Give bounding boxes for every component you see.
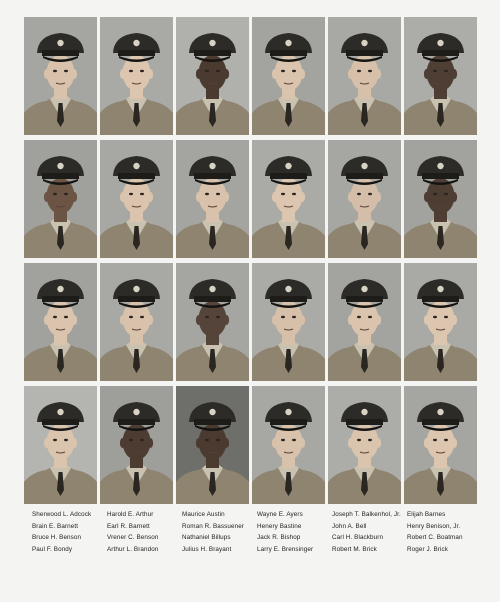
cap-insignia-icon [133, 40, 139, 46]
soldier-portrait-photo [252, 386, 325, 504]
eye-left [53, 70, 57, 72]
eye-right [368, 316, 372, 318]
portrait-image [252, 386, 325, 504]
portrait-image [404, 386, 477, 504]
ear-right [452, 315, 457, 325]
soldier-portrait-photo [100, 263, 173, 381]
cap-band [118, 296, 155, 302]
soldier-portrait-photo [24, 263, 97, 381]
eye-left [281, 316, 285, 318]
ear-right [224, 192, 229, 202]
ear-right [224, 69, 229, 79]
cap-band [118, 50, 155, 56]
cap-insignia-icon [133, 286, 139, 292]
ear-right [300, 192, 305, 202]
ear-left [196, 315, 201, 325]
cap-band [42, 173, 79, 179]
portrait-image [176, 263, 249, 381]
ear-left [424, 438, 429, 448]
ear-right [224, 315, 229, 325]
soldier-portrait-photo [404, 140, 477, 258]
cap-insignia-icon [133, 163, 139, 169]
ear-right [72, 69, 77, 79]
portrait-image [328, 386, 401, 504]
soldier-portrait-photo [24, 140, 97, 258]
caption-name: Paul F. Bondy [32, 545, 73, 553]
cap-band [270, 173, 307, 179]
cap-insignia-icon [285, 40, 291, 46]
ear-left [272, 438, 277, 448]
portrait-image [176, 386, 249, 504]
ear-left [272, 69, 277, 79]
caption-column-3 [182, 510, 257, 554]
ear-left [196, 192, 201, 202]
eye-left [433, 316, 437, 318]
ear-left [424, 69, 429, 79]
ear-left [44, 315, 49, 325]
cap-insignia-icon [437, 409, 443, 415]
ear-right [452, 438, 457, 448]
caption-name: Robert M. Brick [332, 545, 377, 553]
eye-left [357, 70, 361, 72]
caption-name: Sherwood L. Adcock [32, 511, 92, 518]
cap-insignia-icon [285, 163, 291, 169]
cap-band [194, 419, 231, 425]
soldier-portrait-photo [328, 386, 401, 504]
portrait-image [176, 140, 249, 258]
caption-name: Carl H. Blackburn [332, 534, 384, 541]
soldier-portrait-photo [176, 140, 249, 258]
cap-insignia-icon [437, 163, 443, 169]
soldier-portrait-photo [404, 17, 477, 135]
caption-block [32, 510, 482, 554]
soldier-portrait-photo [100, 386, 173, 504]
eye-right [64, 439, 68, 441]
ear-right [376, 438, 381, 448]
cap-band [346, 50, 383, 56]
eye-left [129, 316, 133, 318]
ear-left [44, 192, 49, 202]
caption-name: Jack R. Bishop [257, 534, 301, 541]
eye-left [357, 316, 361, 318]
cap-insignia-icon [437, 40, 443, 46]
portrait-image [176, 17, 249, 135]
cap-band [194, 296, 231, 302]
ear-left [44, 69, 49, 79]
ear-right [72, 192, 77, 202]
caption-name: Henery Bastine [257, 522, 302, 530]
cap-band [194, 50, 231, 56]
cap-insignia-icon [57, 40, 63, 46]
ear-left [120, 192, 125, 202]
soldier-portrait-photo [252, 17, 325, 135]
caption-name: Maurice Austin [182, 511, 225, 518]
caption-name: Vrener C. Benson [107, 534, 159, 541]
portrait-image [24, 386, 97, 504]
caption-name: Earl R. Barnett [107, 522, 150, 530]
ear-left [348, 315, 353, 325]
caption-column-4 [257, 510, 332, 554]
cap-band [42, 296, 79, 302]
portrait-image [100, 17, 173, 135]
ear-right [148, 69, 153, 79]
eye-left [357, 439, 361, 441]
portrait-image [24, 17, 97, 135]
eye-left [433, 70, 437, 72]
eye-right [64, 193, 68, 195]
ear-right [72, 438, 77, 448]
cap-insignia-icon [209, 40, 215, 46]
caption-name: Henry Benison, Jr. [407, 522, 461, 530]
cap-band [118, 419, 155, 425]
eye-right [444, 193, 448, 195]
cap-band [422, 296, 459, 302]
soldier-portrait-photo [328, 140, 401, 258]
eye-left [129, 193, 133, 195]
caption-column-6 [407, 510, 482, 554]
cap-insignia-icon [361, 40, 367, 46]
eye-left [205, 193, 209, 195]
eye-left [129, 439, 133, 441]
caption-name: Nathaniel Billups [182, 534, 231, 541]
cap-insignia-icon [57, 409, 63, 415]
soldier-portrait-photo [328, 263, 401, 381]
portrait-image [404, 140, 477, 258]
ear-right [452, 192, 457, 202]
ear-left [348, 438, 353, 448]
portrait-image [100, 140, 173, 258]
ear-left [120, 315, 125, 325]
soldier-portrait-photo [176, 263, 249, 381]
ear-right [376, 315, 381, 325]
cap-band [346, 173, 383, 179]
cap-insignia-icon [361, 163, 367, 169]
soldier-portrait-photo [176, 386, 249, 504]
cap-insignia-icon [285, 286, 291, 292]
eye-right [444, 439, 448, 441]
eye-left [357, 193, 361, 195]
portrait-image [100, 386, 173, 504]
eye-left [205, 70, 209, 72]
ear-right [300, 438, 305, 448]
ear-left [44, 438, 49, 448]
soldier-portrait-photo [404, 263, 477, 381]
caption-name: Joseph T. Balkenhol, Jr. [332, 511, 401, 518]
cap-band [346, 419, 383, 425]
caption-column-5 [332, 510, 407, 554]
eye-right [140, 70, 144, 72]
portrait-image [100, 263, 173, 381]
eye-left [281, 193, 285, 195]
caption-name: Bruce H. Benson [32, 534, 82, 541]
caption-name: Robert C. Boatman [407, 534, 463, 541]
portrait-image [252, 263, 325, 381]
eye-right [368, 70, 372, 72]
cap-band [42, 50, 79, 56]
caption-name: John A. Bell [332, 522, 367, 530]
portrait-image [328, 17, 401, 135]
cap-band [422, 419, 459, 425]
ear-right [376, 69, 381, 79]
eye-right [444, 70, 448, 72]
eye-right [368, 439, 372, 441]
eye-right [216, 70, 220, 72]
ear-left [120, 69, 125, 79]
portrait-image [328, 263, 401, 381]
eye-right [64, 316, 68, 318]
caption-name: Arthur L. Brandon [107, 545, 159, 553]
caption-name: Wayne E. Ayers [257, 511, 303, 518]
soldier-portrait-photo [328, 17, 401, 135]
soldier-portrait-photo [24, 17, 97, 135]
ear-left [272, 192, 277, 202]
ear-left [348, 69, 353, 79]
caption-name: Roman R. Bassuener [182, 522, 244, 530]
soldier-portrait-photo [100, 17, 173, 135]
ear-right [376, 192, 381, 202]
soldier-portrait-photo [252, 140, 325, 258]
cap-insignia-icon [57, 286, 63, 292]
eye-left [205, 316, 209, 318]
eye-right [292, 193, 296, 195]
ear-right [224, 438, 229, 448]
cap-band [270, 419, 307, 425]
ear-left [196, 69, 201, 79]
cap-band [118, 173, 155, 179]
soldier-portrait-photo [252, 263, 325, 381]
cap-insignia-icon [437, 286, 443, 292]
eye-right [292, 316, 296, 318]
eye-right [368, 193, 372, 195]
eye-left [53, 193, 57, 195]
eye-right [140, 316, 144, 318]
portrait-grid [24, 17, 476, 504]
eye-right [216, 316, 220, 318]
portrait-image [24, 263, 97, 381]
portrait-image [252, 17, 325, 135]
caption-column-1 [32, 510, 107, 554]
cap-insignia-icon [361, 409, 367, 415]
soldier-portrait-photo [100, 140, 173, 258]
ear-left [272, 315, 277, 325]
eye-left [53, 439, 57, 441]
caption-name: Roger J. Brick [407, 545, 448, 553]
cap-insignia-icon [361, 286, 367, 292]
soldier-portrait-photo [176, 17, 249, 135]
ear-left [196, 438, 201, 448]
caption-column-2 [107, 510, 182, 554]
ear-left [120, 438, 125, 448]
eye-left [433, 439, 437, 441]
cap-band [422, 50, 459, 56]
cap-band [346, 296, 383, 302]
ear-right [72, 315, 77, 325]
caption-name: Brain E. Barnett [32, 522, 79, 530]
ear-left [424, 315, 429, 325]
eye-right [216, 193, 220, 195]
portrait-image [328, 140, 401, 258]
portrait-image [404, 263, 477, 381]
eye-right [64, 70, 68, 72]
eye-right [444, 316, 448, 318]
eye-left [281, 439, 285, 441]
ear-right [148, 315, 153, 325]
ear-right [148, 438, 153, 448]
cap-band [270, 50, 307, 56]
caption-name: Harold E. Arthur [107, 511, 154, 518]
eye-left [53, 316, 57, 318]
eye-left [433, 193, 437, 195]
cap-insignia-icon [285, 409, 291, 415]
eye-right [292, 439, 296, 441]
cap-insignia-icon [57, 163, 63, 169]
cap-insignia-icon [209, 163, 215, 169]
cap-band [42, 419, 79, 425]
cap-band [270, 296, 307, 302]
ear-left [348, 192, 353, 202]
caption-name: Larry E. Brensinger [257, 545, 314, 553]
cap-insignia-icon [209, 409, 215, 415]
ear-left [424, 192, 429, 202]
ear-right [148, 192, 153, 202]
soldier-portrait-photo [404, 386, 477, 504]
portrait-image [404, 17, 477, 135]
eye-left [205, 439, 209, 441]
eye-left [281, 70, 285, 72]
cap-band [422, 173, 459, 179]
ear-right [300, 69, 305, 79]
eye-left [129, 70, 133, 72]
eye-right [292, 70, 296, 72]
eye-right [140, 193, 144, 195]
cap-insignia-icon [133, 409, 139, 415]
eye-right [216, 439, 220, 441]
eye-right [140, 439, 144, 441]
cap-insignia-icon [209, 286, 215, 292]
caption-name: Julius H. Brayant [182, 545, 232, 553]
portrait-image [24, 140, 97, 258]
ear-right [452, 69, 457, 79]
soldier-portrait-photo [24, 386, 97, 504]
caption-name: Elijah Barnes [407, 511, 446, 518]
cap-band [194, 173, 231, 179]
ear-right [300, 315, 305, 325]
portrait-image [252, 140, 325, 258]
